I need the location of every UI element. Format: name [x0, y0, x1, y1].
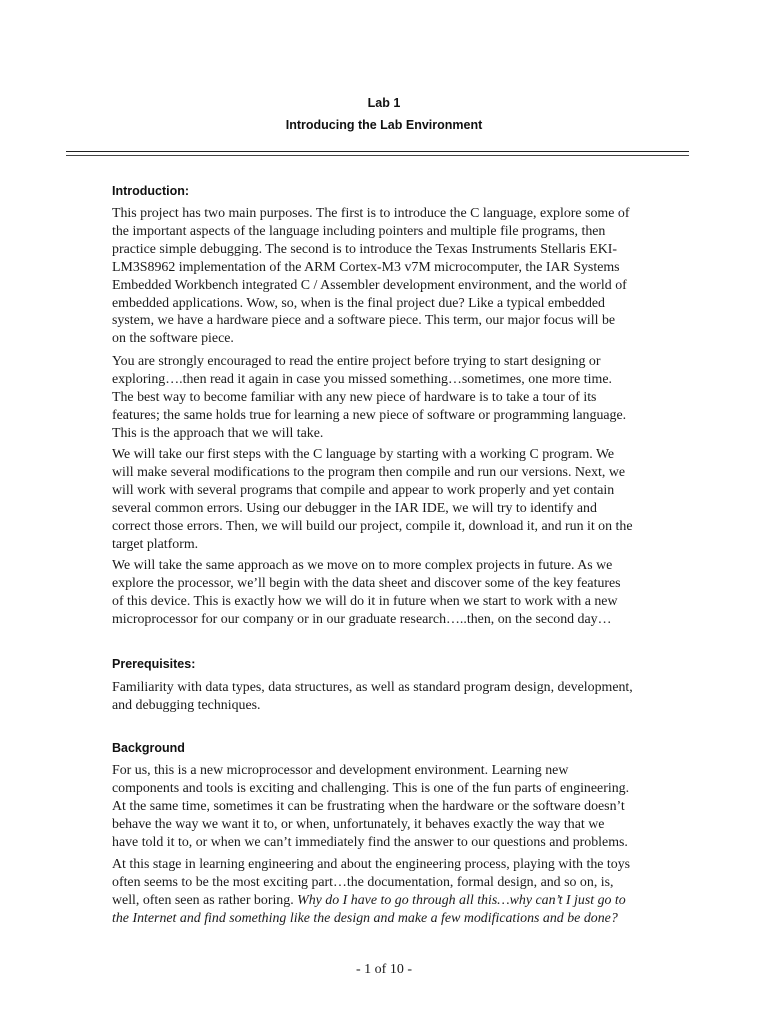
text-line: This is the approach that we will take.	[112, 425, 324, 441]
text-line: target platform.	[112, 536, 199, 552]
introduction-paragraph-1	[112, 205, 682, 348]
introduction-paragraph-2	[112, 353, 682, 443]
text-line: At the same time, sometimes it can be frustrating when the hardware or the software doesn’t	[112, 798, 625, 814]
text-line: You are strongly encouraged to read the entire project before trying to start designing or	[112, 354, 601, 369]
text-line: microprocessor for our company or in our graduate research…..then, on the second day…	[112, 611, 612, 627]
page-number: - 1 of 10 -	[356, 962, 412, 977]
text-line: the important aspects of the language including pointers and multiple file programs, then	[112, 223, 606, 239]
text-line: behave the way we want it to, or when, unfortunately, it behaves exactly the way that we	[112, 816, 605, 832]
introduction-paragraph-3	[112, 446, 682, 553]
background-heading: Background	[112, 741, 185, 755]
italic-text-run: Why do I have to go through all this…why can’t I just go to	[297, 892, 626, 908]
introduction-heading: Introduction:	[112, 184, 190, 198]
text-line: will work with several programs that compile and appear to work properly and yet contain	[112, 482, 615, 498]
introduction-paragraph-4	[112, 557, 682, 629]
text-line: often seems to be the most exciting part…the documentation, formal design, and so on, is,	[112, 874, 614, 890]
text-line: At this stage in learning engineering and about the engineering process, playing with the toys	[112, 857, 631, 872]
text-line: This project has two main purposes. The first is to introduce the C language, explore some of	[112, 206, 630, 221]
text-line: Familiarity with data types, data structures, as well as standard program design, development,	[112, 680, 633, 695]
text-run: well, often seen as rather boring.	[112, 892, 298, 908]
text-line	[112, 910, 682, 928]
text-line: several common errors. Using our debugger in the IAR IDE, we will try to identify and	[112, 500, 597, 516]
text-line: The best way to become familiar with any new piece of hardware is to take a tour of its	[112, 389, 597, 405]
title-divider-bottom	[66, 155, 689, 156]
text-line: components and tools is exciting and challenging. This is one of the fun parts of engineering.	[112, 780, 630, 796]
lab-subtitle: Introducing the Lab Environment	[285, 118, 483, 132]
text-line: We will take the same approach as we move on to more complex projects in future. As we	[112, 558, 613, 573]
text-line: of this device. This is exactly how we will do it in future when we start to work with a new	[112, 593, 618, 609]
text-line: Embedded Workbench integrated C / Assembler development environment, and the world of	[112, 277, 627, 293]
text-line: practice simple debugging. The second is to introduce the Texas Instruments Stellaris EKI-	[112, 241, 618, 257]
prerequisites-heading: Prerequisites:	[112, 657, 196, 671]
text-line: correct those errors. Then, we will build our project, compile it, download it, and run it on the	[112, 518, 633, 534]
text-line: features; the same holds true for learning a new piece of software or programming language.	[112, 407, 627, 423]
text-line: system, we have a hardware piece and a software piece. This term, our major focus will be	[112, 313, 616, 329]
text-line: LM3S8962 implementation of the ARM Cortex-M3 v7M microcomputer, the IAR Systems	[112, 259, 620, 275]
background-paragraph-1	[112, 762, 682, 852]
text-line: We will take our first steps with the C language by starting with a working C program. We	[112, 447, 615, 462]
title-divider-top	[66, 151, 689, 152]
text-line: For us, this is a new microprocessor and development environment. Learning new	[112, 763, 569, 778]
text-line	[112, 892, 682, 910]
text-line: will make several modifications to the program then compile and run our versions. Next, we	[112, 464, 626, 480]
italic-text-run: the Internet and find something like the design and make a few modifications and be done?	[112, 910, 618, 926]
background-paragraph-2	[112, 856, 682, 928]
text-line: exploring….then read it again in case you missed something…sometimes, one more time.	[112, 371, 612, 387]
prerequisites-paragraph	[112, 679, 682, 715]
text-line: embedded applications. Wow, so, when is the final project due? Like a typical embedded	[112, 295, 606, 311]
text-line: and debugging techniques.	[112, 697, 261, 713]
text-line: on the software piece.	[112, 331, 234, 347]
text-line: have told it to, or when we can’t immediately find the answer to our questions and problems.	[112, 834, 628, 850]
text-line: explore the processor, we’ll begin with the data sheet and discover some of the key features	[112, 575, 621, 591]
lab-title: Lab 1	[367, 96, 401, 110]
